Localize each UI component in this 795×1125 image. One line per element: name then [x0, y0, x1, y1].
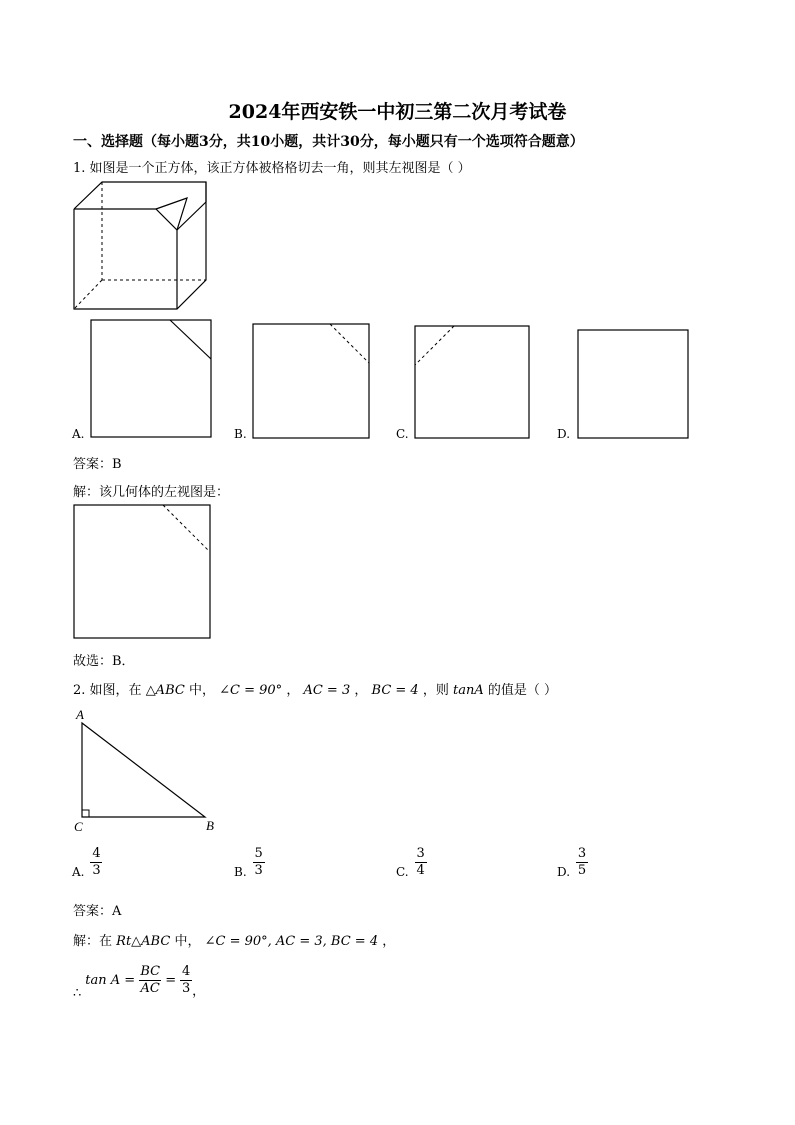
q2-option-b[interactable]	[234, 846, 265, 879]
q2-option-c-num: 3	[416, 846, 425, 861]
q2-triangle: △ABC	[145, 683, 185, 698]
q1-option-d-label[interactable]: D.	[557, 427, 571, 441]
q1-conclusion: 故选：B．	[73, 654, 135, 669]
q1-option-a-figure	[90, 319, 214, 440]
q2-option-a-num: 4	[92, 846, 101, 861]
q2-sep-1: ，	[286, 683, 300, 698]
end-comma: ，	[192, 984, 206, 999]
q2-option-b-num: 5	[254, 846, 263, 861]
q2-then: ，则	[422, 683, 449, 698]
q1-explanation: 解：该几何体的左视图是：	[73, 485, 230, 500]
q2-stem-prefix: 2. 如图，在	[73, 683, 142, 698]
page-title: 2024年西安铁一中初三第二次月考试卷	[228, 101, 567, 123]
q2-option-c[interactable]	[396, 846, 427, 879]
q2-option-b-den: 3	[254, 863, 263, 878]
q2-zhong: 中，	[188, 683, 215, 698]
frac1-num: BC	[140, 964, 161, 979]
q2-rt-triangle: Rt△ABC	[116, 934, 171, 949]
q2-answer: 答案：A	[73, 904, 122, 919]
q2-solution-line	[73, 960, 205, 1001]
q1-option-b-figure	[252, 323, 372, 440]
q2-option-c-label: C.	[396, 865, 409, 879]
q2-explain-prefix: 解：在	[73, 934, 113, 949]
q1-option-c-label[interactable]: C.	[396, 427, 409, 441]
q2-ask: 的值是（ ）	[487, 683, 558, 698]
q2-option-b-frac	[253, 846, 265, 879]
frac2-num: 4	[181, 964, 191, 979]
q2-option-d[interactable]	[557, 846, 588, 879]
q2-option-b-label: B.	[234, 865, 247, 879]
therefore-symbol: ∴	[73, 986, 82, 1001]
q2-option-a-label: A.	[72, 865, 85, 879]
q2-option-d-num: 3	[577, 846, 587, 861]
q2-triangle-figure	[70, 705, 220, 835]
q1-option-d-figure	[577, 329, 690, 440]
frac1-den: AC	[140, 981, 160, 996]
vertex-a-label: A	[76, 707, 84, 722]
q2-bc: BC = 4	[371, 683, 419, 698]
q2-option-c-frac	[415, 846, 427, 879]
q1-answer: 答案：B	[73, 457, 122, 472]
q2-option-d-den: 5	[577, 863, 587, 878]
vertex-b-label: B	[206, 818, 214, 833]
q2-given: ∠C = 90°, AC = 3, BC = 4	[204, 934, 379, 949]
vertex-c-label: C	[74, 819, 83, 834]
q2-option-a[interactable]	[72, 846, 102, 879]
q1-option-a-label[interactable]: A.	[72, 427, 85, 441]
q2-sep-2: ，	[354, 683, 368, 698]
q2-explain-comma: ，	[382, 934, 396, 949]
q2-tan: tanA	[453, 683, 484, 698]
equals-sign: =	[165, 973, 177, 988]
four-thirds	[180, 964, 192, 997]
tan-expression: tan A =	[85, 973, 136, 988]
q2-ac: AC = 3	[303, 683, 351, 698]
bc-over-ac	[139, 964, 161, 997]
section-heading: 一、选择题（每小题3分，共10小题，共计30分，每小题只有一个选项符合题意）	[73, 134, 584, 150]
q1-solution-figure	[73, 504, 212, 640]
q2-explain-zhong: 中，	[174, 934, 201, 949]
q1-option-c-figure	[414, 325, 531, 440]
q2-explanation	[73, 930, 395, 949]
q2-option-d-frac	[576, 846, 588, 879]
q1-cube-figure	[70, 178, 212, 316]
q2-stem	[73, 679, 557, 698]
q2-option-c-den: 4	[416, 863, 425, 878]
frac2-den: 3	[181, 981, 191, 996]
q2-angle: ∠C = 90°	[219, 683, 283, 698]
q2-option-d-label: D.	[557, 865, 571, 879]
q2-option-a-frac	[90, 846, 102, 879]
q1-stem: 1. 如图是一个正方体，该正方体被格格切去一角，则其左视图是（ ）	[73, 161, 471, 176]
q1-option-b-label[interactable]: B.	[234, 427, 247, 441]
q2-option-a-den: 3	[92, 863, 101, 878]
